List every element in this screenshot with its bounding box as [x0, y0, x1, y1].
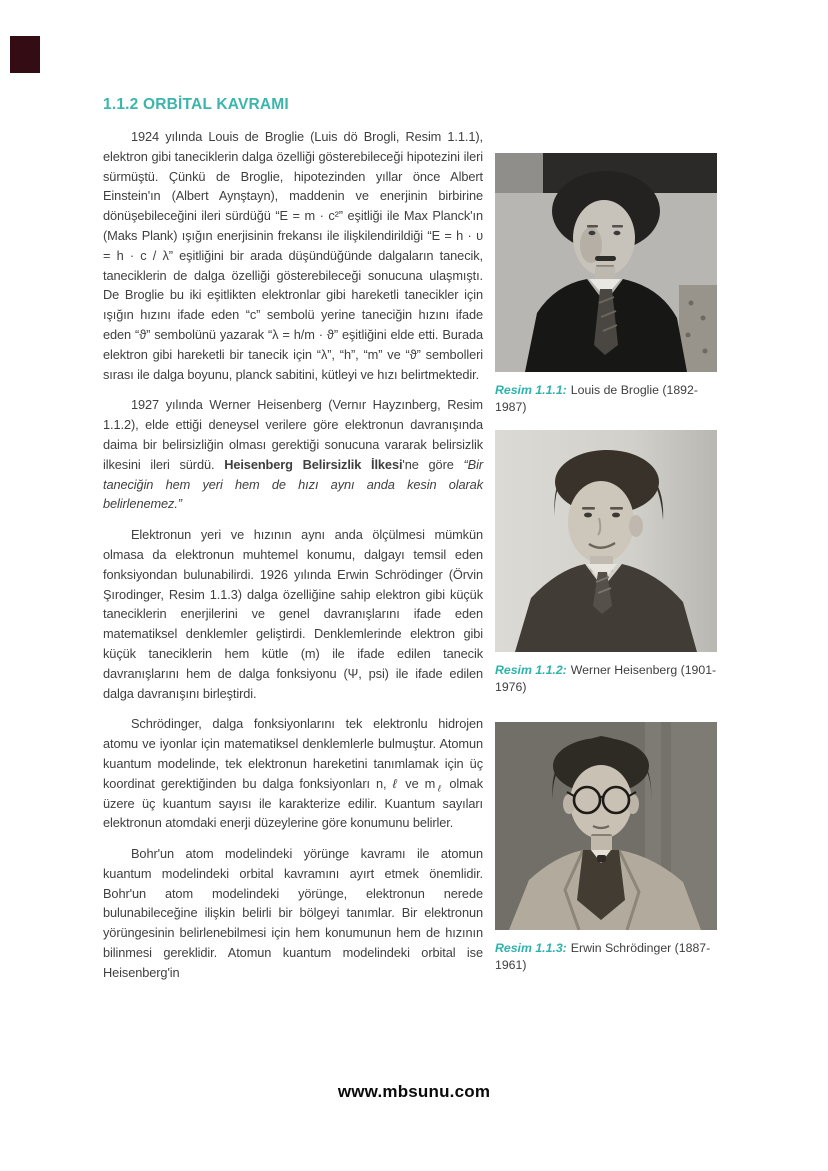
body-paragraphs [103, 127, 483, 983]
heisenberg-portrait-illustration [495, 430, 717, 652]
paragraph-bohr-vs-quantum-model [103, 844, 483, 983]
text-segment: 1927 yılında Werner Heisenberg (Vernır Hayzınberg, Resim 1.1.2), elde ettiği deneysel verilere göre elektronun davranışında daima bir belirsizliğin olması gerektiği sonucuna vararak belirsizlik ilkesini ileri sürdü. [103, 397, 483, 472]
section-heading: 1.1.2 ORBİTAL KAVRAMI [103, 96, 289, 113]
figure-schrodinger [495, 722, 717, 973]
paragraph-heisenberg-uncertainty [103, 395, 483, 514]
figure-caption [495, 382, 717, 415]
paragraph-de-broglie-hypothesis [103, 127, 483, 384]
schrodinger-portrait-illustration [495, 722, 717, 930]
text-segment: 1924 yılında Louis de Broglie (Luis dö Brogli, Resim 1.1.1), elektron gibi taneciklerin dalga özelliği gösterebileceği hipotezini ileri sürmüştü. Çünkü de Broglie, hipotezinden yıllar önce Albert Einstein'ın (Albert Aynştayn), maddenin ve enerjinin birbirine dönüşebileceğini ileri sürdüğü “E = m · c²” eşitliği ile Max Planck'ın (Maks Plank) ışığın enerjisinin frekansı ile ilişkilendirildiği “E = h · υ = h · c / λ” eşitliğini bir arada düşündüğünde dalgaların tanecik, taneciklerin de dalga özelliği gösterebileceği sonucuna ulaşmıştı. De Broglie bu iki eşitlikten elektronlar gibi hareketli tanecikler için ışığın hızını ifade eden “c” sembolü yerine taneciğin hızını ifade eden “ϑ” sembolünü yazarak “λ = h/m · ϑ” eşitliğini elde etti. Burada elektron gibi hareketli bir tanecik için “λ”, “h”, “m” ve “ϑ” sembolleri sırası ile dalga boyunu, planck sabitini, kütleyi ve hızı belirtmektedir. [103, 129, 483, 382]
text-segment: ve m [399, 775, 436, 791]
figure-de-broglie [495, 153, 717, 415]
text-segment: olmak üzere üç kuantum sayısı ile karakterize edilir. Kuantum sayıları elektronun atomdaki enerji düzeylerine göre konumunu belirler. [103, 775, 483, 831]
footer-url: www.mbsunu.com [337, 1082, 491, 1101]
paragraph-quantum-numbers [103, 714, 483, 833]
figure-label: Resim 1.1.2: [495, 663, 567, 677]
page-corner-mark [10, 36, 40, 73]
text-segment: ℓ [435, 783, 444, 794]
paragraph-schrodinger-wave-function [103, 525, 483, 703]
text-segment: Heisenberg Belirsizlik İlkesi [224, 456, 403, 472]
heisenberg-photo [495, 430, 717, 652]
figure-heisenberg [495, 430, 717, 695]
schrodinger-photo [495, 722, 717, 930]
figure-caption-text: Louis de Broglie (1892-1987) [495, 383, 698, 414]
figure-caption [495, 940, 717, 973]
text-segment: “Bir taneciğin hem yeri hem de hızı aynı anda kesin olarak belirlenemez.” [103, 456, 483, 512]
text-segment: Bohr'un atom modelindeki yörünge kavramı ile atomun kuantum modelindeki orbital kavramını ayırt etmek önemlidir. Bohr'un atom modelindeki yörünge, elektronun nerede bulunabileceğine ilişkin belirli bir bölgeyi tanımlar. Bir elektronun yörüngesinin belirlenebilmesi için hem konumunun hem de hızının bilinmesi gereklidir. Atomun kuantum modelindeki orbital ise Heisenberg'in [103, 846, 483, 980]
figure-caption [495, 662, 717, 695]
text-segment: Elektronun yeri ve hızının aynı anda ölçülmesi mümkün olmasa da elektronun muhtemel konumu, dalgayı temsil eden fonksiyondan bulunabilirdi. 1926 yılında Erwin Schrödinger (Örvin Şırodinger, Resim 1.1.3) dalga özelliğine sahip elektron gibi küçük taneciklerin enerjilerini ve genel davranışlarını ifade eden matematiksel denklemler geliştirdi. Denklemlerinde elektron gibi küçük taneciklerin hem kütle (m) ile ifade edilen tanecik davranışlarını hem de dalga fonksiyonu (Ψ, psi) ile ifade edilen dalga davranışını birleştirdi. [103, 527, 483, 701]
text-segment: Schrödinger, dalga fonksiyonlarını tek elektronlu hidrojen atomu ve iyonlar için matematiksel denklemlerle bulmuştur. Atomun kuantum modelinde, tek elektronun hareketini tanımlamak için üç koordinat gerektiğinden bu dalga fonksiyonları n, [103, 716, 483, 791]
de-broglie-photo [495, 153, 717, 372]
text-column [103, 96, 483, 994]
figure-caption-text: Erwin Schrödinger (1887-1961) [495, 941, 711, 972]
figure-label: Resim 1.1.3: [495, 941, 567, 955]
figure-label: Resim 1.1.1: [495, 383, 567, 397]
de-broglie-portrait-illustration [495, 153, 717, 372]
text-segment: ℓ [392, 775, 400, 791]
figure-caption-text: Werner Heisenberg (1901-1976) [495, 663, 717, 694]
text-segment: 'ne göre [402, 456, 464, 472]
